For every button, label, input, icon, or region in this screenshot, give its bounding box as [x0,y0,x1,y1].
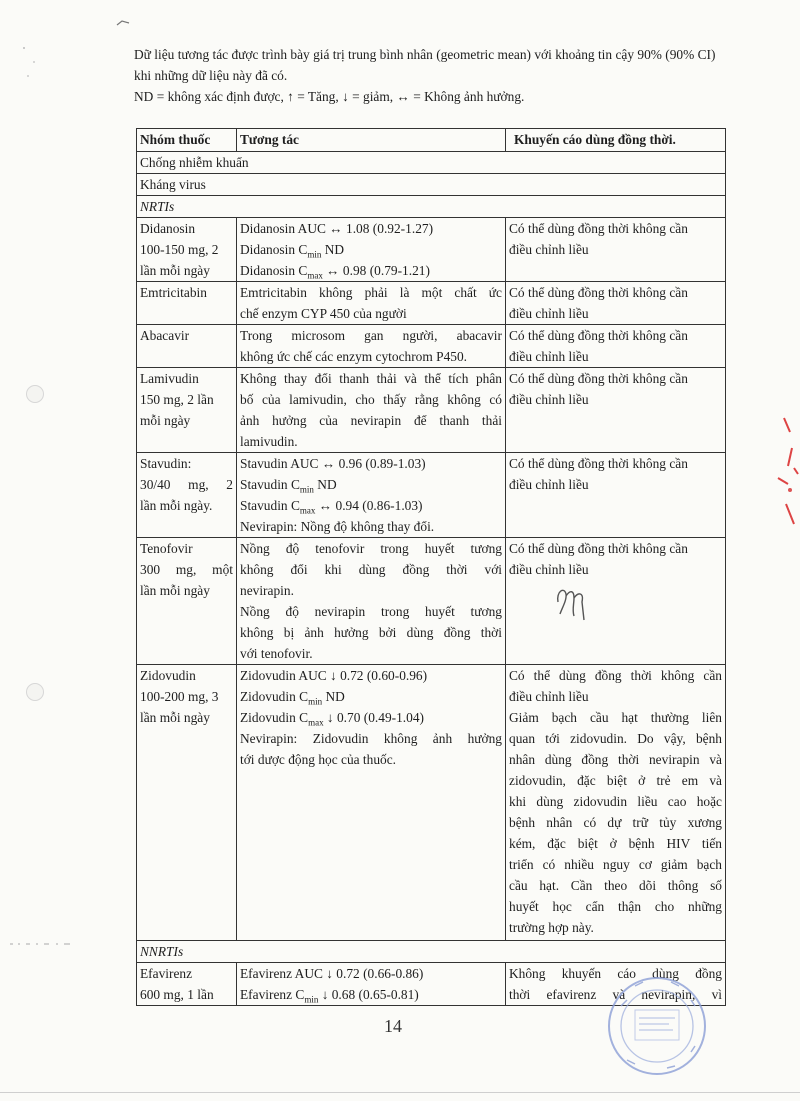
interaction-line: Nevirapin: Zidovudin không ảnh hưởng [240,731,502,746]
interaction-line [240,686,502,707]
drug-cell [137,368,237,453]
interaction-text: ↔ 0.98 (0.79-1.21) [322,263,430,278]
drug-dose: 600 mg, 1 lần [140,987,214,1002]
interaction-text: Stavudin C [240,498,300,513]
interaction-text: ↓ 0.68 (0.65-0.81) [318,987,419,1002]
interaction-cell [237,963,506,1006]
drug-dose: 30/40 mg, 2 [140,477,233,492]
drug-frequency: lần mỗi ngày [140,583,210,598]
interaction-text: Efavirenz C [240,987,305,1002]
recommendation-line: Có thể dùng đồng thời không cần [509,221,688,236]
intro-notes [134,44,734,107]
interaction-line: nevirapin. [240,583,294,598]
interaction-line: chế enzym CYP 450 của người [240,306,407,321]
recommendation-line: triển có nhiều nguy cơ giảm bạch [509,857,722,872]
recommendation-line: trường hợp này. [509,920,594,935]
intro-line-2: ND = không xác định được, ↑ = Tăng, ↓ = giảm, ↔ = Không ảnh hưởng. [134,89,525,104]
subsection-nnrtis: NNRTIs [137,941,726,963]
handwritten-initials [552,580,592,622]
drug-interaction-table [136,128,726,1006]
interaction-text: ↓ 0.70 (0.49-1.04) [323,710,424,725]
recommendation-line: điều chỉnh liều [509,306,589,321]
drug-dose: 100-150 mg, 2 [140,242,219,257]
subscript: min [304,994,319,1005]
recommendation-line: điều chỉnh liều [509,349,589,364]
interaction-cell [237,453,506,538]
recommendation-line: điều chỉnh liều [509,242,589,257]
subscript: max [299,505,316,516]
recommendation-line: thời efavirenz và nevirapin, vì [509,987,722,1002]
table-row [137,453,726,538]
interaction-note [240,728,502,770]
section-antiviral: Kháng virus [137,174,726,196]
interaction-cell [237,282,506,325]
interaction-line: Emtricitabin không phải là một chất ức [240,285,502,300]
interaction-text: ↔ 0.94 (0.86-1.03) [315,498,423,513]
interaction-text: ND [321,242,345,257]
subsection-nrtis: NRTIs [137,196,726,218]
drug-name: Stavudin: [140,456,192,471]
recommendation-cell [506,282,726,325]
table-row [137,218,726,282]
scan-speck-left [20,42,40,82]
subscript: min [308,696,323,707]
recommendation-line: nhân dùng đồng thời nevirapin và [509,752,722,767]
interaction-cell [237,218,506,282]
recommendation-cell [506,453,726,538]
drug-dose: 100-200 mg, 3 [140,689,219,704]
drug-cell [137,218,237,282]
interaction-text: Didanosin C [240,242,308,257]
drug-cell [137,665,237,941]
official-stamp [595,966,715,1076]
table-row [137,538,726,665]
interaction-line: bố của lamivudin, cho thấy rằng không có [240,392,502,407]
drug-frequency: lần mỗi ngày [140,710,210,725]
interaction-cell [237,325,506,368]
recommendation-line: bệnh nhân có dự trữ tủy xương [509,815,722,830]
recommendation-cell [506,538,726,665]
scan-edge-line [0,1092,800,1093]
recommendation-line: điều chỉnh liều [509,477,589,492]
drug-frequency: lần mỗi ngày. [140,498,213,513]
table-row [137,282,726,325]
section-row-antiviral [137,174,726,196]
drug-dose: 300 mg, một [140,562,233,577]
section-row-anti-infective [137,152,726,174]
interaction-text: Didanosin C [240,263,308,278]
subscript: max [307,270,323,281]
drug-frequency: mỗi ngày [140,413,191,428]
recommendation-cell [506,218,726,282]
interaction-line: Zidovudin AUC ↓ 0.72 (0.60-0.96) [240,668,428,683]
drug-name: Emtricitabin [140,285,207,300]
interaction-text: Zidovudin C [240,710,309,725]
interaction-line: Nồng độ tenofovir trong huyết tương [240,541,502,556]
header-interaction: Tương tác [237,129,506,152]
interaction-line [240,707,502,728]
page-number: 14 [384,1016,402,1036]
interaction-line [240,260,502,281]
interaction-line: Stavudin AUC ↔ 0.96 (0.89-1.03) [240,456,426,471]
recommendation-line: Có thể dùng đồng thời không cần [509,371,688,386]
interaction-line: Không thay đổi thanh thải và thể tích phân [240,371,502,386]
recommendation-line: kém, đặc biệt ở bệnh HIV tiến [509,836,722,851]
drug-name: Efavirenz [140,966,193,981]
interaction-line: Didanosin AUC ↔ 1.08 (0.92-1.27) [240,221,434,236]
interaction-line: Nồng độ nevirapin trong huyết tương [240,604,502,619]
recommendation-line: khi dùng zidovudin liều cao hoặc [509,794,722,809]
table-row [137,665,726,941]
drug-cell [137,453,237,538]
interaction-line: không ức chế các enzym cytochrom P450. [240,349,468,364]
table-row [137,325,726,368]
recommendation-line: zidovudin, đặc biệt ở trẻ em và [509,773,722,788]
drug-cell [137,325,237,368]
section-anti-infective: Chống nhiễm khuẩn [137,152,726,174]
table-row [137,368,726,453]
interaction-line [240,495,502,516]
table-header-row [137,129,726,152]
recommendation-line: Giảm bạch cầu hạt thường liên [509,710,722,725]
interaction-line: Efavirenz AUC ↓ 0.72 (0.66-0.86) [240,966,424,981]
recommendation-cell [506,368,726,453]
interaction-line [240,984,502,1005]
drug-name: Tenofovir [140,541,193,556]
subsection-row-nnrtis [137,941,726,963]
header-drug-group: Nhóm thuốc [137,129,237,152]
intro-line-1: Dữ liệu tương tác được trình bày giá trị trung bình nhân (geometric mean) với khoảng tin cậy 90% (90% CI) khi những dữ liệu này đã có. [134,47,716,83]
recommendation-line: cầu hạt. Cần theo dõi thông số [509,878,722,893]
interaction-line: Nevirapin: Nồng độ không thay đổi. [240,519,435,534]
interaction-line: Trong microsom gan người, abacavir [240,328,502,343]
recommendation-line: điều chỉnh liều [509,689,589,704]
recommendation-line: huyết học cẩn thận cho những [509,899,722,914]
drug-cell [137,282,237,325]
recommendation-line: quan tới zidovudin. Do vậy, bệnh [509,731,722,746]
recommendation-line: Có thể dùng đồng thời không cần [509,285,688,300]
drug-cell [137,538,237,665]
subscript: min [307,249,322,260]
interaction-text: Zidovudin C [240,689,309,704]
recommendation-cell [506,325,726,368]
interaction-line: không bị ảnh hưởng bởi dùng đồng thời [240,625,502,640]
interaction-text: Stavudin C [240,477,300,492]
subscript: min [299,484,314,495]
interaction-line: không đổi khi dùng đồng thời với [240,562,502,577]
subscript: max [308,717,324,728]
red-stamp-edge [764,408,800,538]
recommendation-line: điều chỉnh liều [509,562,589,577]
drug-cell [137,963,237,1006]
recommendation-line: Có thể dùng đồng thời không cần [509,456,688,471]
interaction-line [240,474,502,495]
scan-speck-top-left [116,14,130,22]
header-recommendation: Khuyến cáo dùng đồng thời. [506,129,726,152]
punch-hole-bottom [26,683,44,701]
drug-frequency: lần mỗi ngày [140,263,210,278]
interaction-text: ND [322,689,345,704]
drug-dose: 150 mg, 2 lần [140,392,214,407]
scan-speck-left-middle [8,934,78,940]
interaction-text: ND [313,477,337,492]
recommendation-line: Có thể dùng đồng thời không cần [509,328,688,343]
recommendation-line: điều chỉnh liều [509,392,589,407]
recommendation-cell [506,665,726,941]
drug-name: Zidovudin [140,668,196,683]
interaction-cell [237,538,506,665]
interaction-cell [237,368,506,453]
recommendation-line: Có thể dùng đồng thời không cần [509,668,722,683]
drug-name: Didanosin [140,221,196,236]
subsection-row-nrtis [137,196,726,218]
recommendation-line: Không khuyến cáo dùng đồng [509,966,722,981]
interaction-line: ảnh hưởng của nevirapin để thanh thải [240,413,502,428]
punch-hole-top [26,385,44,403]
drug-name: Abacavir [140,328,190,343]
drug-name: Lamivudin [140,371,199,386]
interaction-line: với tenofovir. [240,646,313,661]
interaction-cell [237,665,506,941]
interaction-line [240,239,502,260]
recommendation-line: Có thể dùng đồng thời không cần [509,541,688,556]
interaction-line: tới dược động học của thuốc. [240,752,397,767]
interaction-line: lamivudin. [240,434,298,449]
